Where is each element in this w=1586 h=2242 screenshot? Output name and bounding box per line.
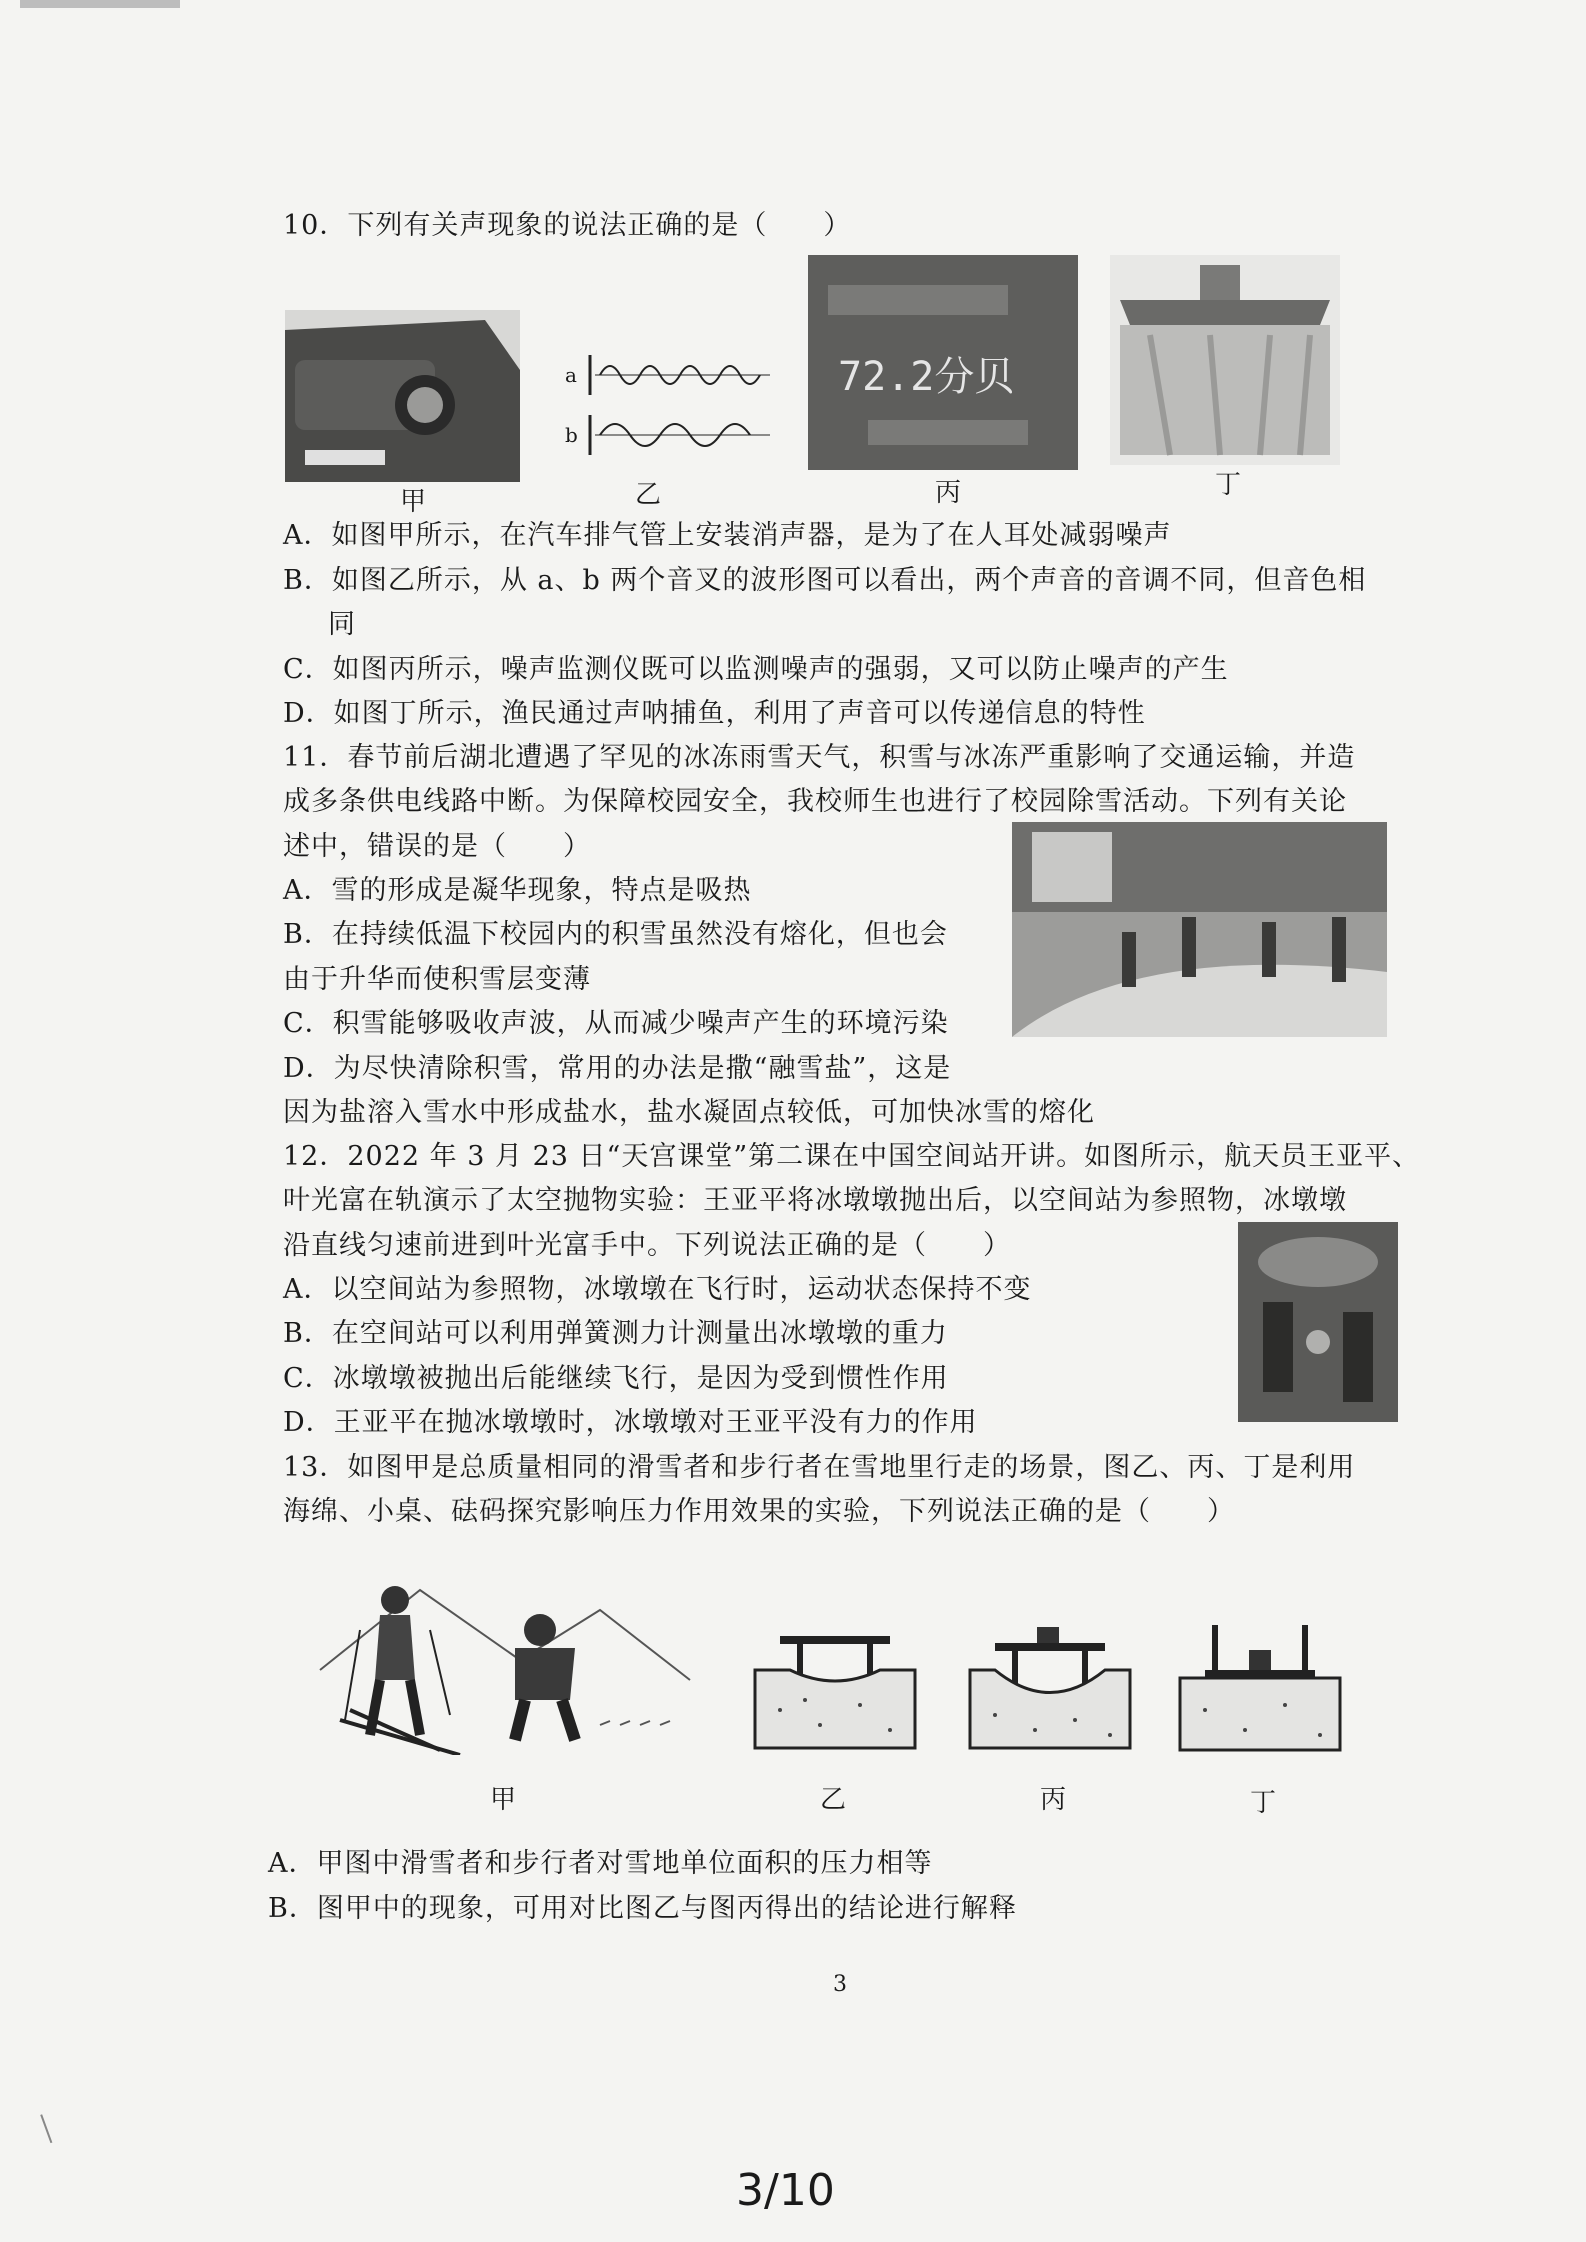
- q10-caption-ding: 丁: [1215, 470, 1242, 500]
- q11-stem-line2: 成多条供电线路中断。为保障校园安全，我校师生也进行了校园除雪活动。下列有关论: [283, 786, 1347, 817]
- q11-option-d-cont: 因为盐溶入雪水中形成盐水，盐水凝固点较低，可加快冰雪的熔化: [283, 1097, 1095, 1128]
- q13-caption-ding: 丁: [1250, 1788, 1277, 1818]
- page-indicator: 3/10: [736, 2165, 835, 2216]
- sponge-table-ding: [1175, 1620, 1345, 1755]
- q10-option-d: D．如图丁所示，渔民通过声呐捕鱼，利用了声音可以传递信息的特性: [283, 698, 1146, 729]
- space-station-illustration: [1238, 1222, 1398, 1422]
- q11-option-c: C．积雪能够吸收声波，从而减少噪声产生的环境污染: [283, 1008, 949, 1039]
- q13-figure-yi-table-on-sponge: [750, 1630, 920, 1755]
- q10-caption-jia: 甲: [400, 487, 427, 517]
- q12-option-c: C．冰墩墩被抛出后能继续飞行，是因为受到惯性作用: [283, 1363, 949, 1394]
- q11-option-b: B．在持续低温下校园内的积雪虽然没有熔化，但也会: [283, 919, 948, 950]
- scan-artifact: [20, 0, 180, 8]
- q11-stem-line3: 述中，错误的是（ ）: [283, 831, 591, 862]
- q11-option-d: D．为尽快清除积雪，常用的办法是撒“融雪盐”，这是: [283, 1053, 952, 1084]
- q12-stem-line2: 叶光富在轨演示了太空抛物实验：王亚平将冰墩墩抛出后，以空间站为参照物，冰墩墩: [283, 1185, 1347, 1216]
- q10-option-c: C．如图丙所示，噪声监测仪既可以监测噪声的强弱，又可以防止噪声的产生: [283, 654, 1229, 685]
- q12-stem-line1: 12．2022 年 3 月 23 日“天宫课堂”第二课在中国空间站开讲。如图所示，航天员王亚平、: [283, 1141, 1421, 1172]
- q13-stem-line1: 13．如图甲是总质量相同的滑雪者和步行者在雪地里行走的场景，图乙、丙、丁是利用: [283, 1452, 1356, 1483]
- q13-caption-yi: 乙: [820, 1785, 847, 1815]
- page-number: 3: [833, 1972, 847, 1997]
- q13-option-a: A．甲图中滑雪者和步行者对雪地单位面积的压力相等: [268, 1848, 933, 1879]
- wave-label-a: a: [565, 363, 577, 387]
- q11-option-a: A．雪的形成是凝华现象，特点是吸热: [283, 875, 752, 906]
- q10-stem: 10．下列有关声现象的说法正确的是（ ）: [283, 210, 852, 241]
- wave-label-b: b: [565, 423, 578, 447]
- waveform-diagram: [560, 335, 790, 475]
- q10-figure-bing-noise-monitor: [808, 255, 1078, 470]
- q13-stem-line2: 海绵、小桌、砝码探究影响压力作用效果的实验，下列说法正确的是（ ）: [283, 1496, 1235, 1527]
- skier-walker-illustration: [300, 1550, 700, 1755]
- sponge-table-yi: [750, 1630, 920, 1755]
- exhaust-illustration: [285, 310, 520, 482]
- q11-snow-clearing-photo: [1012, 822, 1387, 1037]
- q10-option-b: B．如图乙所示，从 a、b 两个音叉的波形图可以看出，两个声音的音调不同，但音色相: [283, 565, 1367, 596]
- q13-caption-bing: 丙: [1040, 1785, 1067, 1815]
- q13-option-b: B．图甲中的现象，可用对比图乙与图丙得出的结论进行解释: [268, 1893, 1017, 1924]
- q12-option-a: A．以空间站为参照物，冰墩墩在飞行时，运动状态保持不变: [283, 1274, 1032, 1305]
- q13-figure-ding-inverted-table-sponge: [1175, 1620, 1345, 1755]
- q12-space-station-photo: [1238, 1222, 1398, 1422]
- q11-stem-line1: 11．春节前后湖北遭遇了罕见的冰冻雨雪天气，积雪与冰冻严重影响了交通运输，并造: [283, 742, 1356, 773]
- q10-option-b-cont: 同: [328, 609, 356, 640]
- q13-caption-jia: 甲: [490, 1785, 517, 1815]
- q10-figure-yi-waveforms: [560, 335, 790, 475]
- q10-option-a: A．如图甲所示，在汽车排气管上安装消声器，是为了在人耳处减弱噪声: [283, 520, 1172, 551]
- sponge-table-bing: [965, 1625, 1135, 1755]
- q12-option-b: B．在空间站可以利用弹簧测力计测量出冰墩墩的重力: [283, 1318, 948, 1349]
- q10-caption-bing: 丙: [935, 478, 962, 508]
- scan-artifact-mark: [40, 2111, 62, 2143]
- boat-illustration: [1110, 255, 1340, 465]
- q10-caption-yi: 乙: [635, 480, 662, 510]
- snow-photo-illustration: [1012, 822, 1387, 1037]
- monitor-reading: 72.2分贝: [838, 354, 1015, 400]
- q13-figure-bing-table-weight-sponge: [965, 1625, 1135, 1755]
- q12-option-d: D．王亚平在抛冰墩墩时，冰墩墩对王亚平没有力的作用: [283, 1407, 978, 1438]
- q11-option-b-cont: 由于升华而使积雪层变薄: [283, 964, 591, 995]
- q10-figure-jia-car-exhaust: [285, 310, 520, 482]
- q13-figure-jia-skier-walker: [300, 1550, 700, 1755]
- q10-figure-ding-sonar-boat: [1110, 255, 1340, 465]
- q12-stem-line3: 沿直线匀速前进到叶光富手中。下列说法正确的是（ ）: [283, 1230, 1011, 1261]
